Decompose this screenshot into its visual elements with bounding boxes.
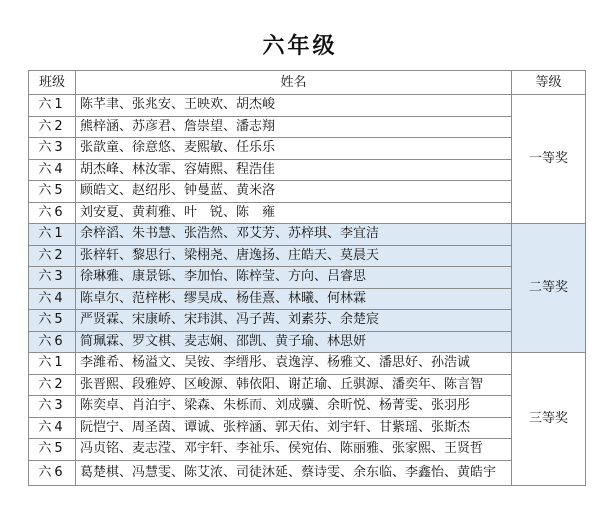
award-level-cell: 一等奖: [512, 95, 586, 224]
names-cell: 陈卓尔、范梓彬、缪昊成、杨佳熹、林曦、何林霖: [76, 288, 512, 310]
award-table: [28, 70, 586, 486]
table-header-row: [29, 71, 586, 95]
class-cell: 六5: [29, 310, 76, 332]
table-row: [29, 138, 586, 160]
names-cell: 冯贞铭、麦志滢、邓宇轩、李祉乐、侯宛佑、陈丽雅、张家熙、王贤哲: [76, 439, 512, 461]
table-row: [29, 374, 586, 396]
names-cell: 余梓滔、朱书慧、张浩然、邓艾芳、苏梓琪、李宜洁: [76, 224, 512, 246]
class-cell: 六6: [29, 202, 76, 224]
names-cell: 张歆童、徐意悠、麦熙敏、任乐乐: [76, 138, 512, 160]
table-row: [29, 353, 586, 375]
names-cell: 顾皓文、赵绍彤、钟曼蓝、黄米洛: [76, 181, 512, 203]
class-cell: 六3: [29, 138, 76, 160]
names-cell: 刘安夏、黄莉雅、叶 锐、陈 雍: [76, 202, 512, 224]
class-cell: 六5: [29, 439, 76, 461]
table-row: [29, 116, 586, 138]
class-cell: 六4: [29, 159, 76, 181]
class-cell: 六2: [29, 245, 76, 267]
table-row: [29, 245, 586, 267]
names-cell: 陈奕卓、肖泊宇、梁森、朱栎而、刘成骥、余昕悦、杨菁雯、张羽彤: [76, 396, 512, 418]
names-cell: 张晋熙、段雅婷、区峻源、韩依阳、谢芷瑜、丘骐源、潘奕年、陈言智: [76, 374, 512, 396]
table-row: [29, 417, 586, 439]
table-row: [29, 202, 586, 224]
table-row: [29, 181, 586, 203]
class-cell: 六5: [29, 181, 76, 203]
names-cell: 陈芊聿、张兆安、王映欢、胡杰峻: [76, 95, 512, 117]
class-cell: 六3: [29, 396, 76, 418]
class-cell: 六1: [29, 353, 76, 375]
class-cell: 六4: [29, 417, 76, 439]
table-row: [29, 331, 586, 353]
names-cell: 严贤霖、宋康峤、宋玮淇、冯子茜、刘素芬、余楚宸: [76, 310, 512, 332]
class-cell: 六6: [29, 460, 76, 486]
class-cell: 六2: [29, 374, 76, 396]
names-cell: 葛楚棋、冯慧雯、陈艾浓、司徒沐延、蔡诗雯、余东临、李鑫怡、黄皓宇: [76, 460, 512, 486]
class-cell: 六1: [29, 95, 76, 117]
award-level-cell: 二等奖: [512, 224, 586, 353]
table-row: [29, 396, 586, 418]
table-row: [29, 267, 586, 289]
table-row: [29, 460, 586, 486]
table-row: [29, 310, 586, 332]
class-cell: 六4: [29, 288, 76, 310]
names-cell: 胡杰峰、林汝霏、容婧熙、程浩佳: [76, 159, 512, 181]
names-cell: 张梓轩、黎思行、梁栩尧、唐逸扬、庄皓天、莫晨天: [76, 245, 512, 267]
page-title: 六年级: [262, 34, 338, 59]
class-cell: 六3: [29, 267, 76, 289]
names-cell: 熊梓涵、苏彦君、詹崇望、潘志翔: [76, 116, 512, 138]
table-row: [29, 439, 586, 461]
names-cell: 阮恺宁、周圣茵、谭诚、张梓涵、郭天佑、刘宇轩、甘紫瑶、张斯杰: [76, 417, 512, 439]
class-cell: 六6: [29, 331, 76, 353]
award-level-cell: 三等奖: [512, 353, 586, 486]
table-row: [29, 288, 586, 310]
table-row: [29, 224, 586, 246]
header-names: 姓名: [76, 71, 512, 95]
class-cell: 六1: [29, 224, 76, 246]
names-cell: 徐琳雅、康景铄、李加怡、陈梓莹、方向、吕睿思: [76, 267, 512, 289]
header-award: 等级: [512, 71, 586, 95]
header-class: 班级: [29, 71, 76, 95]
table-row: [29, 95, 586, 117]
names-cell: 李潍希、杨溢文、吴铵、李缙彤、袁逸淳、杨雅文、潘思好、孙浩诚: [76, 353, 512, 375]
table-row: [29, 159, 586, 181]
names-cell: 简珮霖、罗文棋、麦志娴、邵凯、黄子瑜、林思妍: [76, 331, 512, 353]
table-body: [29, 95, 586, 486]
class-cell: 六2: [29, 116, 76, 138]
